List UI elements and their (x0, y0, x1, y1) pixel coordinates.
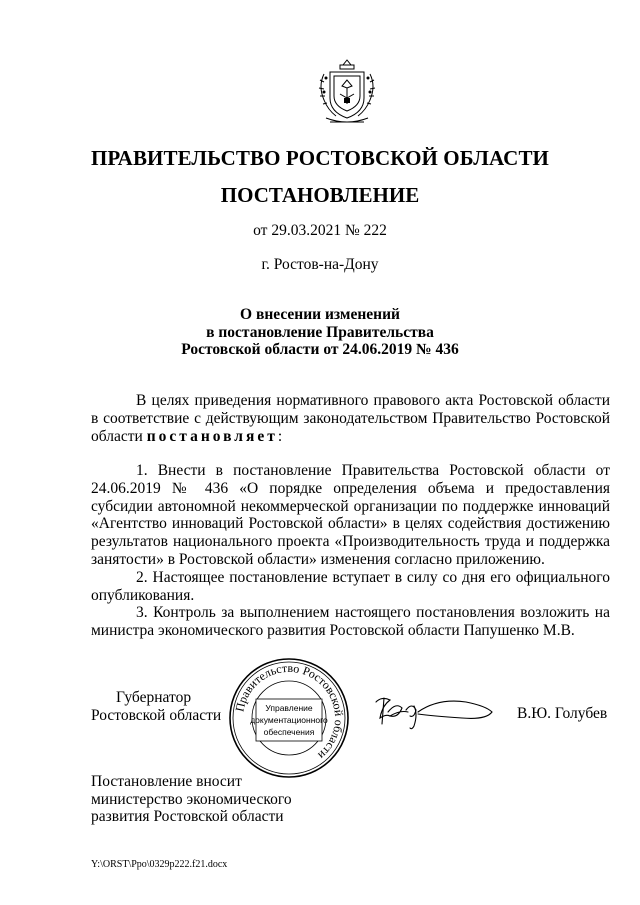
signer-title-line: Губернатор (116, 689, 192, 706)
item-2: 2. Настоящее постановление вступает в силу со дня его официального опубликования. (91, 568, 610, 604)
introduced-by (91, 773, 292, 826)
signer-name: В.Ю. Голубев (517, 705, 608, 722)
introduced-line: Постановление вносит (91, 773, 242, 790)
date-number: от 29.03.2021 № 222 (253, 222, 387, 239)
intro-text: В целях приведения нормативного правового акта Ростовской области в соответствие с действующим законодательством Правительство Ростовской области (91, 392, 610, 445)
seal-center-line: документационного (250, 715, 328, 725)
seal-center-line: Управление (265, 703, 313, 713)
subject-line: Ростовской области от 24.06.2019 № 436 (181, 341, 459, 358)
document-type: ПОСТАНОВЛЕНИЕ (220, 183, 420, 207)
resolution-items (91, 462, 610, 640)
signer-title (91, 689, 221, 725)
seal-ring-text: Правительство Ростовской области (232, 660, 347, 763)
document-subject (0, 306, 640, 359)
seal-center-line: обеспечения (263, 727, 315, 737)
introduced-line: министерство экономического (91, 790, 292, 808)
official-seal (226, 655, 352, 781)
item-3: 3. Контроль за выполнением настоящего постановления возложить на министра экономического развития Ростовской области Папушенко М.В. (91, 604, 610, 640)
handwritten-signature (370, 690, 500, 732)
intro-paragraph (91, 392, 610, 445)
subject-line: в постановление Правительства (206, 323, 434, 341)
signer-title-line: Ростовской области (91, 707, 222, 724)
city: г. Ростов-на-Дону (261, 256, 379, 273)
subject-line: О внесении изменений (240, 306, 400, 323)
introduced-line: развития Ростовской области (91, 808, 284, 825)
coat-of-arms-icon (316, 58, 378, 126)
intro-colon: : (277, 427, 283, 445)
organization-title: ПРАВИТЕЛЬСТВО РОСТОВСКОЙ ОБЛАСТИ (91, 146, 549, 170)
item-1: 1. Внести в постановление Правительства Ростовской области от 24.06.2019 № 436 «О порядке определения объема и предоставления субсидии автономной некоммерческой организации по поддержке инноваций «Агентство инноваций Ростовской области» в целях содействия достижению результатов национального проекта «Производительность труда и поддержка занятости» в Ростовской области» изменения согласно приложению. (91, 462, 610, 568)
resolve-word: постановляет (146, 427, 278, 445)
file-path: Y:\ORST\Ppo\0329p222.f21.docx (91, 859, 228, 870)
